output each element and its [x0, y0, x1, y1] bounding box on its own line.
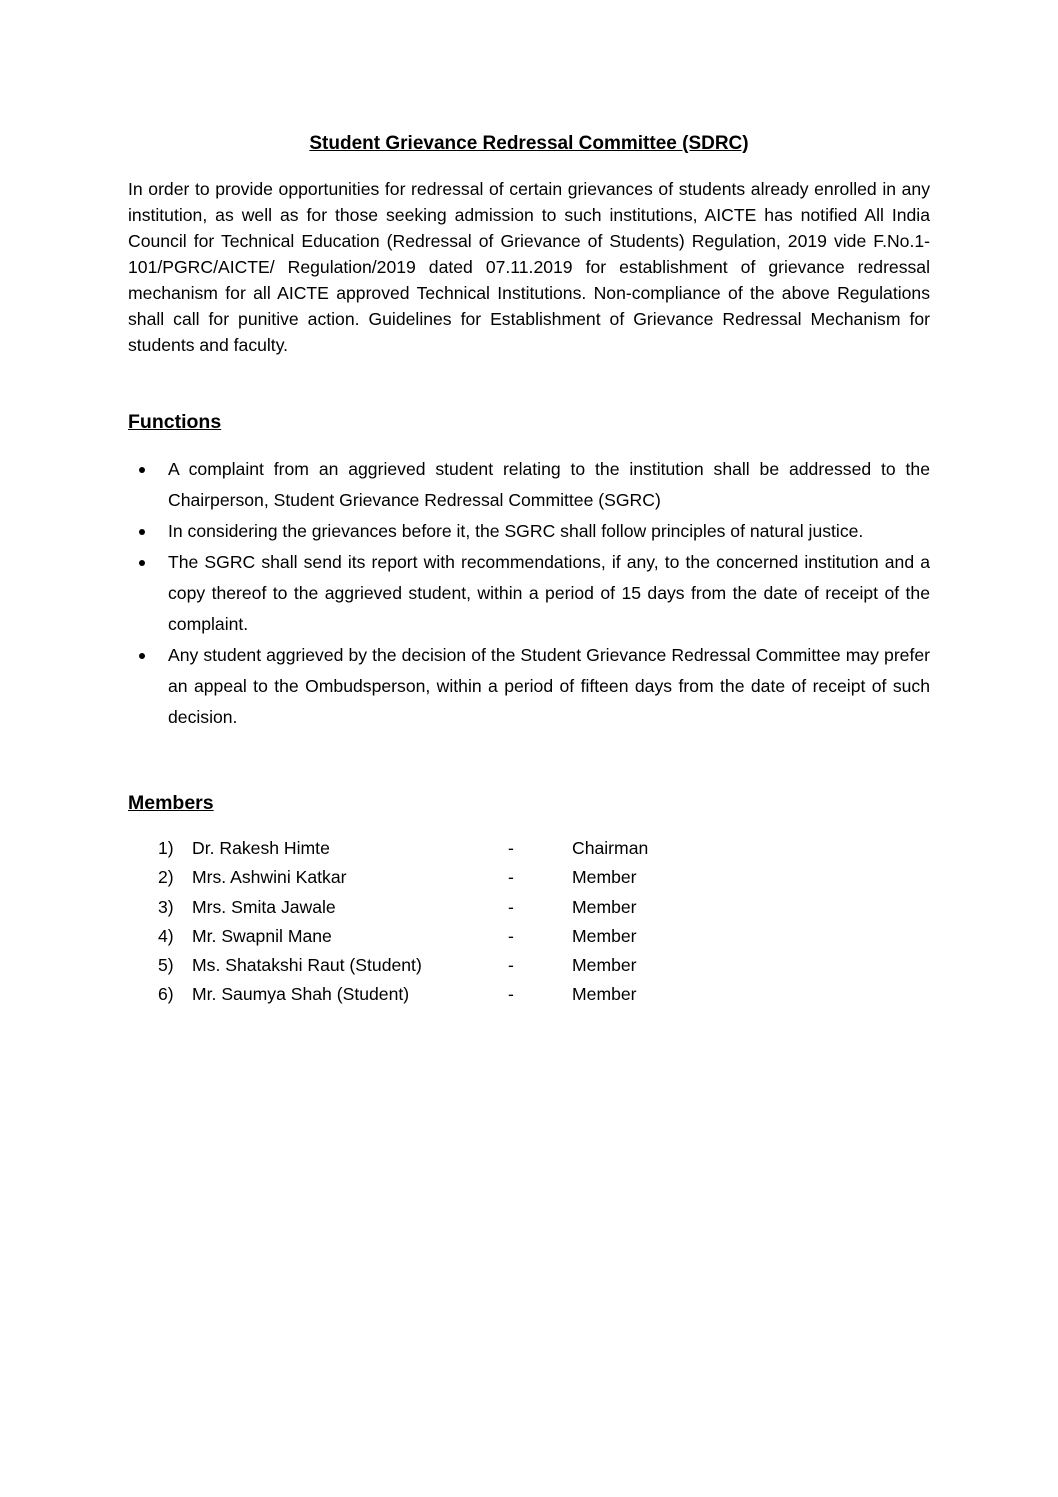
members-list [158, 834, 930, 1010]
member-separator: - [508, 955, 514, 976]
member-separator: - [508, 838, 514, 858]
functions-heading: Functions [128, 411, 222, 433]
functions-list [128, 454, 930, 733]
intro-paragraph: In order to provide opportunities for redressal of certain grievances of students already enrolled in any institution, as well as for those seeking admission to such institutions, AICTE has notified All India Council for Technical Education (Redressal of Grievance of Students) Regulation, 2019 vide F.No.1- 101/PGRC/AICTE/ Regulation/2019 dated 07.11.2019 for establishment of grievance redressal mechanism for all AICTE approved Technical Institutions. Non-compliance of the above Regulations shall call for punitive action. Guidelines for Establishment of Grievance Redressal Mechanism for students and faculty. [128, 179, 930, 355]
function-item [128, 547, 930, 640]
member-role: Member [572, 955, 637, 976]
member-separator: - [508, 984, 514, 1005]
bullet-icon [139, 467, 145, 473]
member-number: 1) [158, 838, 174, 858]
member-separator: - [508, 867, 514, 888]
member-separator: - [508, 925, 514, 946]
document-title: Student Grievance Redressal Committee (SDRC) [309, 133, 749, 154]
member-role: Chairman [572, 838, 649, 858]
member-row [158, 922, 930, 951]
member-role: Member [572, 984, 637, 1005]
member-number: 6) [158, 984, 174, 1005]
member-name: Mrs. Ashwini Katkar [192, 867, 347, 888]
member-role: Member [572, 867, 637, 888]
member-number: 5) [158, 955, 174, 976]
function-item [128, 516, 930, 547]
member-name: Ms. Shatakshi Raut (Student) [192, 955, 422, 976]
member-role: Member [572, 896, 637, 917]
document-page [128, 130, 930, 1010]
function-text: In considering the grievances before it, the SGRC shall follow principles of natural justice. [168, 521, 864, 541]
member-number: 2) [158, 867, 174, 888]
member-row [158, 834, 930, 863]
member-row [158, 863, 930, 892]
member-separator: - [508, 896, 514, 917]
member-row [158, 893, 930, 922]
member-role: Member [572, 925, 637, 946]
function-item [128, 454, 930, 516]
member-row [158, 951, 930, 980]
member-row [158, 980, 930, 1009]
bullet-icon [139, 560, 145, 566]
function-text: Any student aggrieved by the decision of the Student Grievance Redressal Committee may prefer an appeal to the Ombudsperson, within a period of fifteen days from the date of receipt of such decision. [168, 645, 930, 727]
function-text: A complaint from an aggrieved student relating to the institution shall be addressed to the Chairperson, Student Grievance Redressal Committee (SGRC) [168, 459, 930, 510]
member-name: Mr. Swapnil Mane [192, 925, 332, 946]
function-item [128, 640, 930, 733]
bullet-icon [139, 529, 145, 535]
members-heading: Members [128, 792, 214, 814]
member-name: Mr. Saumya Shah (Student) [192, 984, 410, 1005]
member-number: 4) [158, 925, 174, 946]
bullet-icon [139, 653, 145, 659]
member-name: Mrs. Smita Jawale [192, 896, 336, 917]
member-number: 3) [158, 896, 174, 917]
member-name: Dr. Rakesh Himte [192, 838, 330, 858]
function-text: The SGRC shall send its report with recommendations, if any, to the concerned institution and a copy thereof to the aggrieved student, within a period of 15 days from the date of receipt of the complaint. [168, 552, 930, 634]
